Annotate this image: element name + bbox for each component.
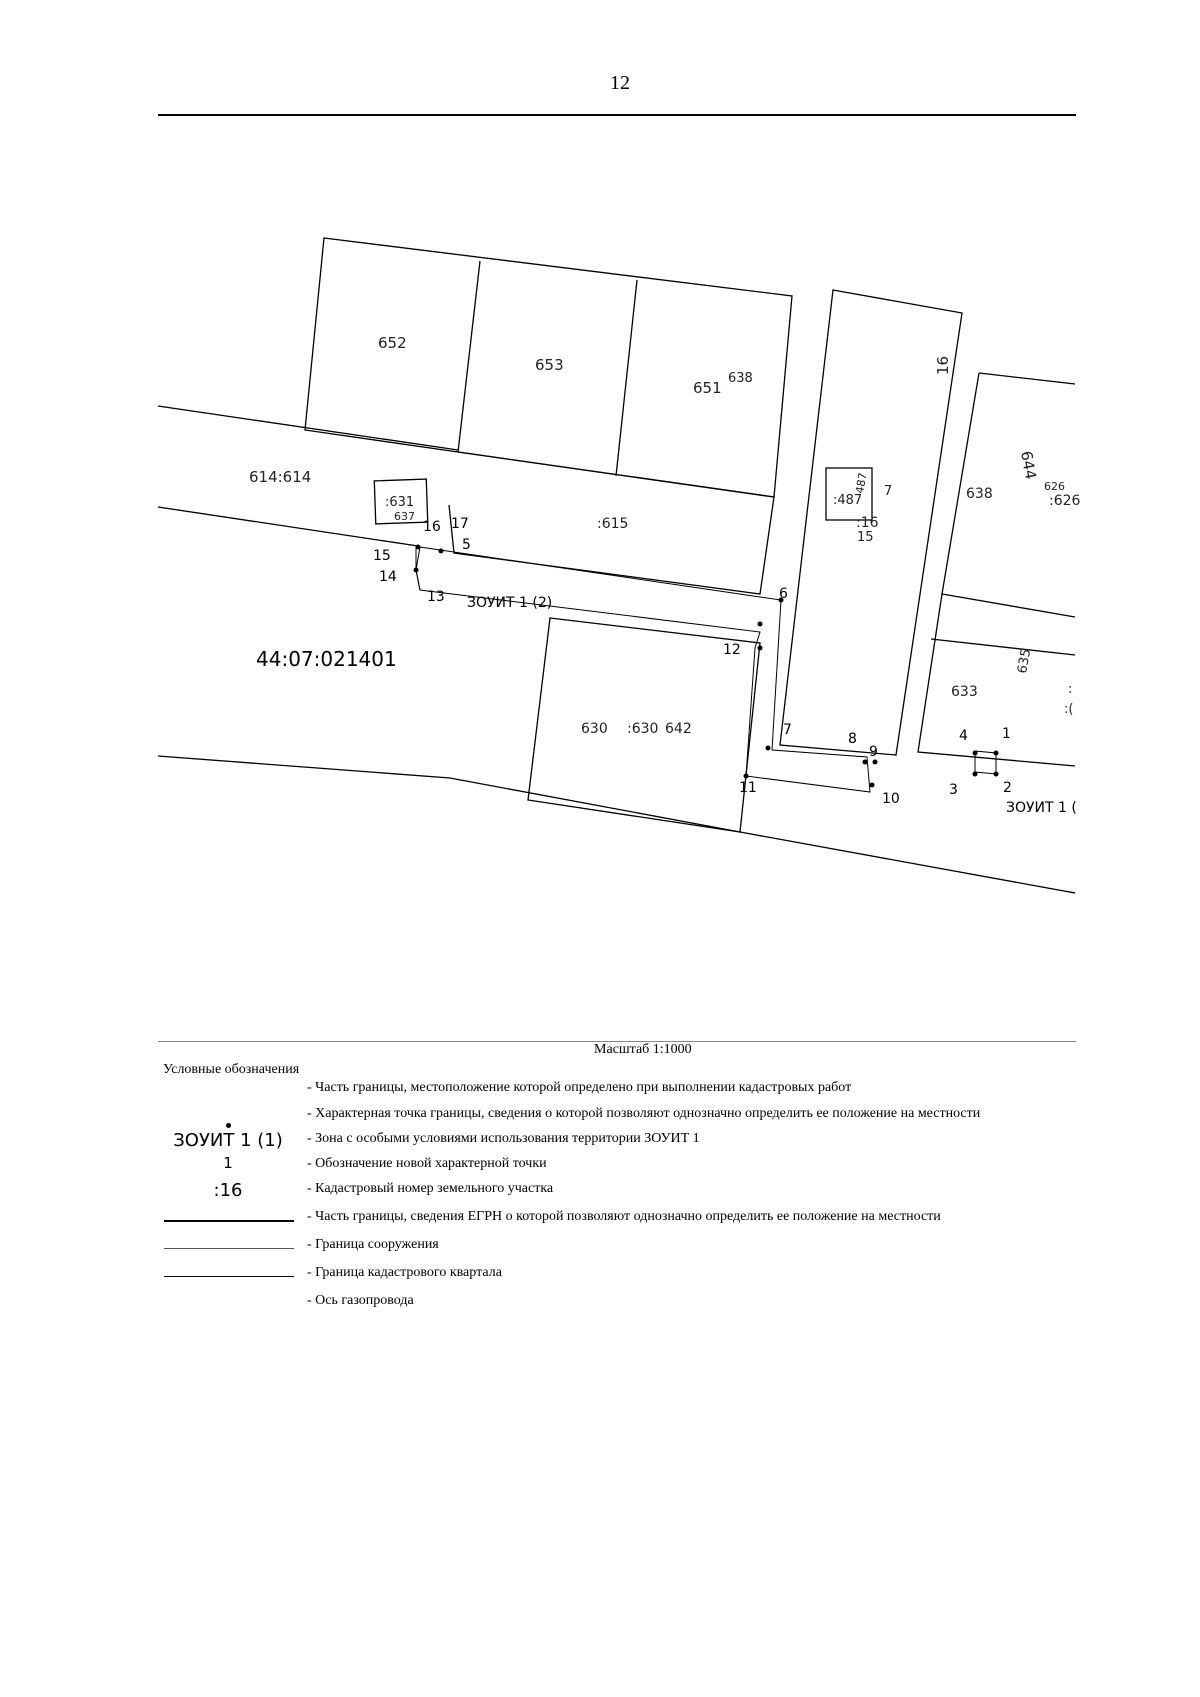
point-label-17: 17: [451, 516, 469, 532]
point-label-2: 2: [1003, 780, 1012, 796]
point-label-16: 16: [423, 519, 441, 535]
legend-symbol-quarter-line: [164, 1276, 294, 1277]
point-label-12: 12: [723, 642, 741, 658]
legend-symbol-cadastral-number: :16: [213, 1180, 243, 1201]
legend-text: - Зона с особыми условиями использования территории ЗОУИТ 1: [307, 1131, 700, 1146]
zone-label-1: ЗОУИТ 1 (2): [467, 595, 553, 611]
divider-652-653: [458, 261, 480, 452]
characteristic-points: [414, 545, 999, 788]
zouit-zone-outline-2: [975, 751, 996, 774]
legend-text: - Кадастровый номер земельного участка: [307, 1181, 554, 1196]
parcel-label-626: :626: [1049, 493, 1081, 509]
legend-row: [0, 1237, 1200, 1261]
point-label-10: 10: [882, 791, 900, 807]
parcel-label-487-small: 487: [853, 471, 870, 495]
legend-text: - Часть границы, местоположение которой определено при выполнении кадастровых работ: [307, 1080, 852, 1095]
point-label-11: 11: [739, 780, 757, 796]
parcel-label-630-right: 642: [665, 721, 692, 737]
legend-text: - Ось газопровода: [307, 1293, 414, 1308]
parcel-label-635: 635: [1015, 647, 1035, 675]
legend-text: - Обозначение новой характерной точки: [307, 1156, 547, 1171]
parcel-label-638a: 638: [728, 371, 753, 386]
legend-row: [0, 1106, 1200, 1130]
road-edge-upper: [158, 406, 458, 450]
parcel-label-652: 652: [378, 334, 407, 352]
parcel-label-631: :631: [385, 495, 415, 510]
legend-row: [0, 1156, 1200, 1180]
parcel-label-630: :630: [627, 721, 659, 737]
parcel-label-630-left: 630: [581, 721, 608, 737]
legend-row: [0, 1080, 1200, 1104]
parcel-label-487: :487: [833, 493, 863, 508]
legend-symbol-zone: ЗОУИТ 1 (1): [173, 1130, 283, 1151]
divider-653-651: [616, 280, 637, 476]
legend-text: - Граница кадастрового квартала: [307, 1265, 502, 1280]
legend-text: - Граница сооружения: [307, 1237, 439, 1252]
legend-symbol-structure-line: [164, 1248, 294, 1249]
parcel-label-626-small: 626: [1044, 480, 1065, 493]
page-number: 12: [610, 72, 630, 94]
parcel-label-651: 651: [693, 379, 722, 397]
point-label-4: 4: [959, 728, 968, 744]
parcel-label-edge-a: :: [1068, 682, 1073, 697]
point-label-14: 14: [379, 569, 397, 585]
legend-row: [0, 1131, 1200, 1155]
parcel-label-edge-b: :(: [1064, 702, 1074, 717]
legend-symbol-egrn-line: [164, 1220, 294, 1222]
point-label-15: 15: [373, 548, 391, 564]
parcel-label-15: 15: [857, 530, 874, 545]
parcel-label-633: 633: [951, 684, 978, 700]
zouit-zone-outline: [416, 547, 870, 792]
parcel-label-7-right: 7: [884, 484, 893, 499]
point-label-5: 5: [462, 537, 471, 553]
zone-label-2: ЗОУИТ 1 (: [1006, 800, 1077, 816]
parcel-label-653: 653: [535, 356, 564, 374]
point-label-3: 3: [949, 782, 958, 798]
point-label-7: 7: [783, 722, 792, 738]
point-label-1: 1: [1002, 726, 1011, 742]
parcel-label-644: 644: [1017, 449, 1040, 481]
point-label-6: 6: [779, 586, 788, 602]
parcel-633: [918, 594, 1075, 766]
legend-symbol-point-number: 1: [223, 1154, 233, 1172]
road-edge-middle: [158, 507, 418, 546]
legend-text: - Часть границы, сведения ЕГРН о которой позволяют однозначно определить ее положение на местности: [307, 1209, 941, 1224]
legend-text: - Характерная точка границы, сведения о которой позволяют однозначно определить ее положение на местности: [307, 1106, 981, 1121]
parcel-label-16-vertical: 16: [934, 355, 952, 375]
point-label-9: 9: [869, 744, 878, 760]
legend-row: [0, 1181, 1200, 1205]
parcel-label-638b: 638: [966, 486, 993, 502]
parcel-633-top: [931, 639, 1075, 655]
scale-label: Масштаб 1:1000: [594, 1042, 692, 1057]
point-label-8: 8: [848, 731, 857, 747]
legend-row: [0, 1293, 1200, 1317]
legend-row: [0, 1209, 1200, 1233]
point-label-13: 13: [427, 589, 445, 605]
parcel-label-631-small: 637: [394, 510, 415, 523]
quarter-number: 44:07:021401: [256, 647, 397, 671]
parcel-label-614: 614:614: [249, 468, 312, 486]
legend-row: [0, 1265, 1200, 1289]
parcel-label-615: :615: [597, 516, 629, 532]
legend-title: Условные обозначения: [163, 1062, 300, 1077]
parcel-label-16: :16: [856, 515, 879, 531]
road-edge-lower: [158, 756, 1075, 893]
